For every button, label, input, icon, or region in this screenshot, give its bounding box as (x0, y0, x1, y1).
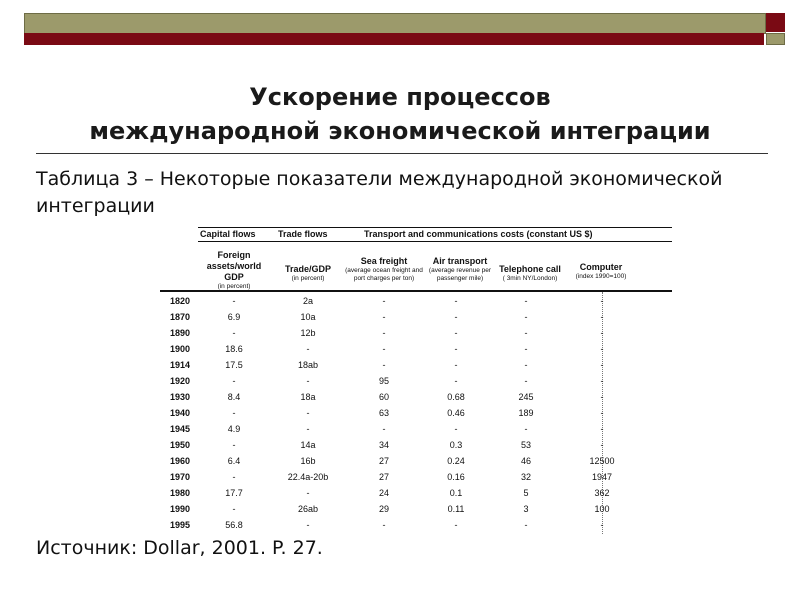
table-cell: - (306, 488, 310, 498)
table-row (160, 438, 672, 454)
col-title: Air transport (432, 256, 488, 266)
table-cell: 27 (378, 472, 389, 482)
header-bar-dark (24, 33, 764, 45)
table-cell: - (306, 520, 310, 530)
table-row (160, 342, 672, 358)
table-cell: - (454, 328, 458, 338)
table-cell: 14a (300, 440, 316, 450)
title-divider (36, 153, 768, 154)
col-head-sea-freight (344, 256, 424, 283)
table-cell: 60 (378, 392, 389, 402)
table-cell: 245 (518, 392, 534, 402)
col-title: Telephone call (499, 264, 561, 274)
indicators-table (160, 224, 672, 534)
table-header-rule (160, 290, 672, 292)
row-year: 1995 (169, 520, 191, 530)
table-cell: - (232, 376, 236, 386)
table-cell: 8.4 (227, 392, 241, 402)
table-cell: - (382, 344, 386, 354)
table-row (160, 294, 672, 310)
table-cell: - (600, 424, 604, 434)
row-year: 1900 (169, 344, 191, 354)
table-cell: 56.8 (225, 520, 243, 530)
table-cell: 0.46 (447, 408, 465, 418)
table-row (160, 470, 672, 486)
row-year: 1970 (169, 472, 191, 482)
table-cell: 18.6 (225, 344, 243, 354)
table-row (160, 358, 672, 374)
table-cell: 362 (594, 488, 610, 498)
table-row (160, 310, 672, 326)
row-year: 1820 (169, 296, 191, 306)
table-cell: - (382, 424, 386, 434)
table-cell: 26ab (297, 504, 319, 514)
table-cell: - (600, 408, 604, 418)
table-cell: - (600, 392, 604, 402)
table-cell: - (524, 360, 528, 370)
table-row (160, 326, 672, 342)
slide-title-line2: международной экономической интеграции (89, 117, 711, 145)
table-cell: - (232, 472, 236, 482)
table-cell: - (524, 328, 528, 338)
col-title: Computer (579, 262, 623, 272)
table-cell: 27 (378, 456, 389, 466)
col-sub: (average ocean freight and port charges per ton) (345, 267, 423, 282)
col-head-foreign-assets (196, 250, 272, 291)
group-capital-flows: Capital flows (200, 229, 256, 239)
table-cell: - (232, 504, 236, 514)
table-row (160, 486, 672, 502)
table-cell: - (454, 296, 458, 306)
table-cell: - (454, 424, 458, 434)
table-cell: - (382, 520, 386, 530)
table-cell: - (382, 360, 386, 370)
table-cell: 6.9 (227, 312, 241, 322)
table-cell: - (524, 296, 528, 306)
col-head-air-transport (424, 256, 496, 283)
table-cell: 18a (300, 392, 316, 402)
slide-title (0, 80, 800, 148)
table-group-rule (198, 241, 672, 242)
table-cell: - (232, 408, 236, 418)
table-cell: 0.16 (447, 472, 465, 482)
table-row (160, 502, 672, 518)
table-cell: 0.1 (449, 488, 463, 498)
row-year: 1980 (169, 488, 191, 498)
table-cell: 3 (523, 504, 529, 514)
table-row (160, 390, 672, 406)
table-cell: 29 (378, 504, 389, 514)
table-cell: - (600, 376, 604, 386)
row-year: 1930 (169, 392, 191, 402)
table-cell: - (306, 424, 310, 434)
col-sub: (index 1990=100) (575, 273, 627, 280)
table-cell: 24 (378, 488, 389, 498)
table-cell: 46 (520, 456, 531, 466)
table-cell: - (454, 360, 458, 370)
table-row (160, 374, 672, 390)
table-cell: 17.5 (225, 360, 243, 370)
table-cell: 95 (378, 376, 389, 386)
row-year: 1920 (169, 376, 191, 386)
row-year: 1945 (169, 424, 191, 434)
table-cell: - (600, 296, 604, 306)
header-bar-olive (24, 13, 766, 34)
table-cell: 0.68 (447, 392, 465, 402)
table-cell: 12b (300, 328, 316, 338)
table-top-rule (198, 227, 672, 228)
table-row (160, 518, 672, 534)
table-cell: - (600, 328, 604, 338)
table-cell: - (600, 312, 604, 322)
row-year: 1890 (169, 328, 191, 338)
table-cell: 0.24 (447, 456, 465, 466)
slide-title-line1: Ускорение процессов (249, 83, 551, 111)
table-cell: - (306, 408, 310, 418)
table-cell: 4.9 (227, 424, 241, 434)
table-row (160, 454, 672, 470)
col-title: Foreign assets/world GDP (206, 250, 262, 282)
table-cell: 10a (300, 312, 316, 322)
table-cell: 0.3 (449, 440, 463, 450)
row-year: 1960 (169, 456, 191, 466)
table-cell: - (382, 312, 386, 322)
table-cell: - (524, 424, 528, 434)
col-head-computer (566, 262, 636, 281)
table-cell: - (382, 328, 386, 338)
row-year: 1870 (169, 312, 191, 322)
table-cell: - (454, 520, 458, 530)
col-title: Sea freight (360, 256, 408, 266)
table-cell: - (232, 440, 236, 450)
table-cell: - (232, 328, 236, 338)
table-cell: 34 (378, 440, 389, 450)
table-cell: - (306, 376, 310, 386)
table-cell: 53 (520, 440, 531, 450)
table-cell: - (524, 376, 528, 386)
header-square-dark (766, 13, 785, 32)
table-cell: 2a (302, 296, 313, 306)
table-cell: 189 (518, 408, 534, 418)
col-sub: ( 3min NY/London) (502, 275, 558, 282)
table-row (160, 422, 672, 438)
table-cell: 63 (378, 408, 389, 418)
table-cell: - (382, 296, 386, 306)
col-sub: (average revenue per passenger mile) (428, 267, 492, 282)
table-cell: 5 (523, 488, 529, 498)
table-cell: 16b (300, 456, 316, 466)
col-sub: (in percent) (291, 275, 325, 282)
table-cell: - (524, 312, 528, 322)
table-cell: 1947 (591, 472, 613, 482)
table-cell: 32 (520, 472, 531, 482)
table-cell: - (306, 344, 310, 354)
table-cell: - (454, 376, 458, 386)
table-cell: - (600, 344, 604, 354)
row-year: 1914 (169, 360, 191, 370)
col-head-telephone-call (494, 264, 566, 283)
row-year: 1950 (169, 440, 191, 450)
table-row (160, 406, 672, 422)
col-head-trade-gdp (272, 264, 344, 283)
table-caption: Таблица 3 – Некоторые показатели международной экономической интеграции (36, 168, 723, 217)
col-sub: (in percent) (217, 283, 251, 290)
table-cell: 18ab (297, 360, 319, 370)
table-cell: - (454, 312, 458, 322)
group-transport-costs: Transport and communications costs (constant US $) (364, 229, 593, 239)
row-year: 1990 (169, 504, 191, 514)
table-cell: 0.11 (447, 504, 465, 514)
source-note: Источник: Dollar, 2001. P. 27. (36, 537, 323, 559)
table-cell: - (232, 296, 236, 306)
table-cell: - (454, 344, 458, 354)
table-cell: - (524, 344, 528, 354)
table-cell: 22.4a-20b (287, 472, 329, 482)
table-cell: - (600, 360, 604, 370)
table-cell: - (600, 440, 604, 450)
col-title: Trade/GDP (284, 264, 331, 274)
header-square-olive (766, 33, 785, 45)
table-cell: 12500 (589, 456, 615, 466)
group-trade-flows: Trade flows (278, 229, 328, 239)
table-cell: - (600, 520, 604, 530)
table-cell: - (524, 520, 528, 530)
table-cell: 6.4 (227, 456, 241, 466)
table-cell: 100 (594, 504, 610, 514)
table-cell: 17.7 (225, 488, 243, 498)
row-year: 1940 (169, 408, 191, 418)
